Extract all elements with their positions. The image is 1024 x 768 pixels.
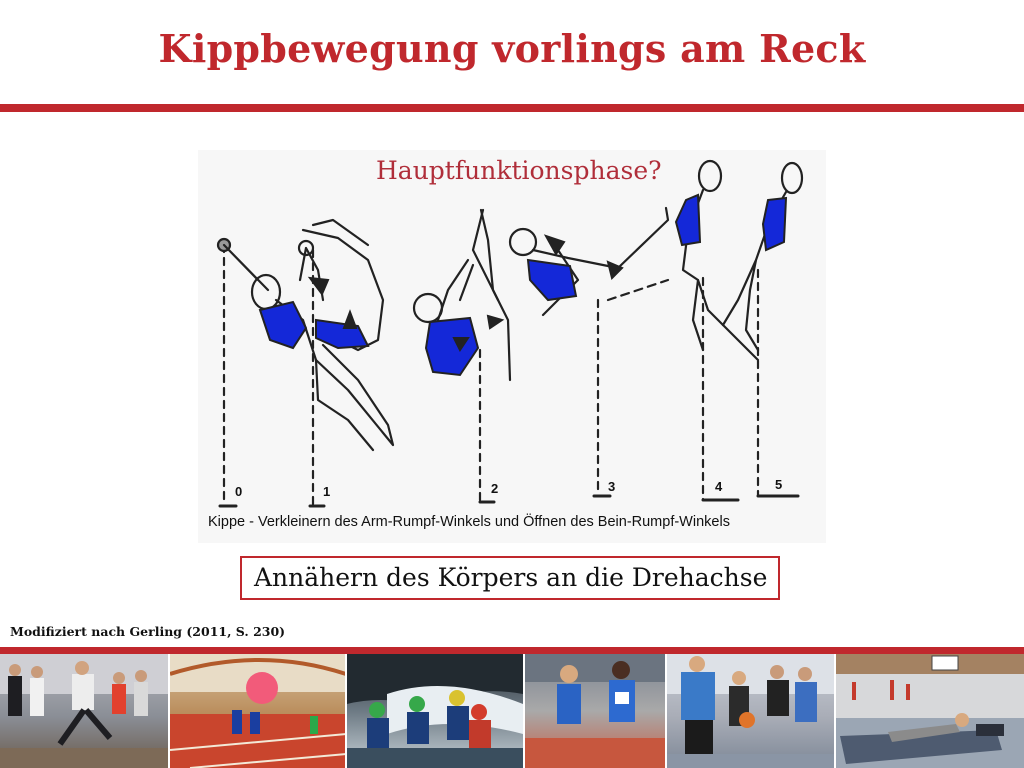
kippe-illustration [198, 150, 826, 543]
frame-label-4: 4 [715, 479, 723, 494]
photo-rafting [345, 654, 523, 768]
source-citation: Modifiziert nach Gerling (2011, S. 230) [10, 624, 286, 639]
photo-students-balance [0, 654, 168, 768]
frame-1-torso-highlight [316, 320, 368, 348]
frame-4-torso-highlight [676, 195, 700, 245]
answer-callout: Annähern des Körpers an die Drehachse [240, 556, 780, 600]
photo-running-race [523, 654, 665, 768]
frame-3-torso-highlight [528, 260, 576, 300]
title-divider [0, 104, 1024, 112]
photo-gym-exercise [834, 654, 1024, 768]
frame-0-torso-highlight [260, 302, 306, 348]
figure-caption: Kippe - Verkleinern des Arm-Rumpf-Winkels und Öffnen des Bein-Rumpf-Winkels [208, 514, 730, 530]
slide-title: Kippbewegung vorlings am Reck [158, 26, 866, 71]
photo-basketball [665, 654, 835, 768]
frame-label-3: 3 [608, 479, 616, 494]
frame-label-5: 5 [775, 477, 783, 492]
frame-label-1: 1 [323, 484, 331, 499]
footer-divider [0, 647, 1024, 654]
frame-2-torso-highlight [426, 318, 478, 375]
kippe-figure [198, 150, 826, 543]
photo-strip [0, 654, 1024, 768]
frame-5-torso-highlight [763, 198, 786, 250]
phase-question: Hauptfunktionsphase? [376, 156, 662, 185]
frame-label-2: 2 [491, 481, 499, 496]
frame-label-0: 0 [235, 484, 243, 499]
photo-gym-ball-game [168, 654, 346, 768]
